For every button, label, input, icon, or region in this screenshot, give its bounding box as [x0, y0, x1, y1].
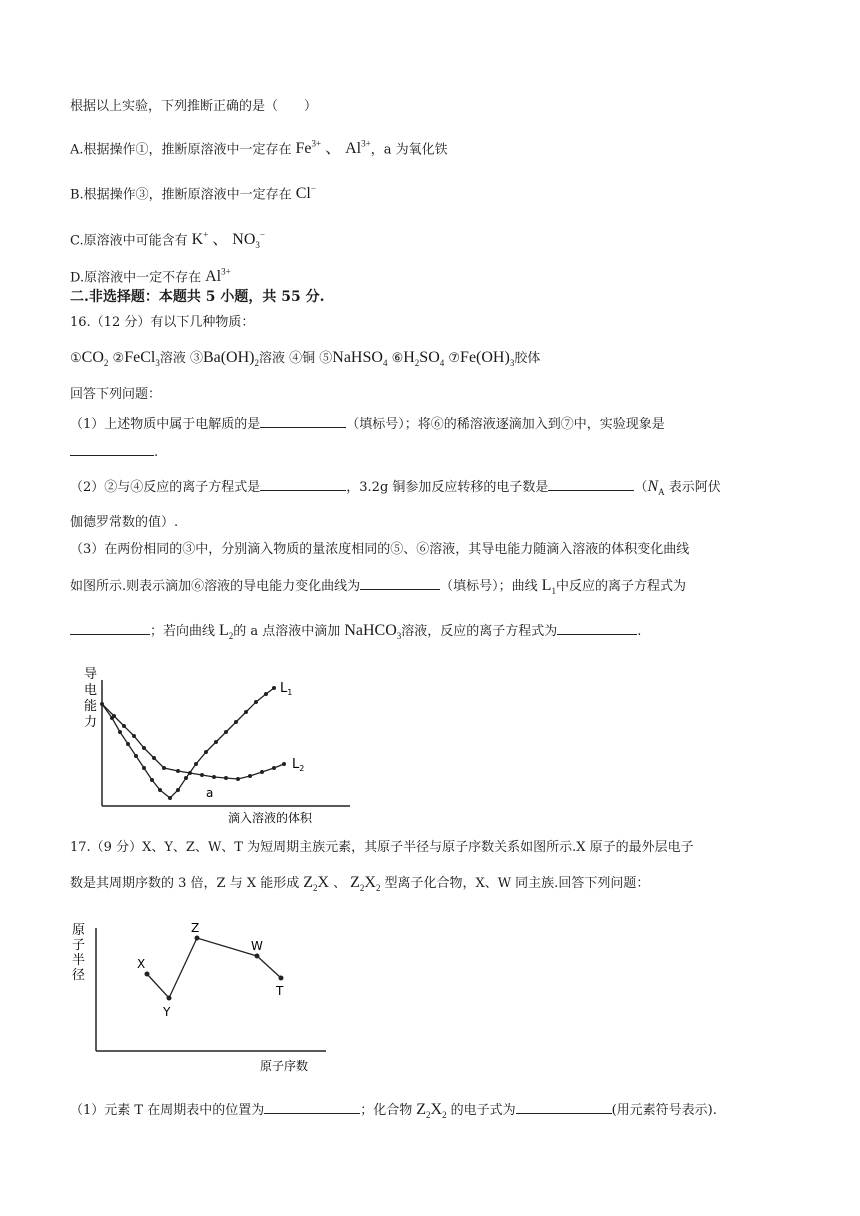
q16-part2: （2）②与④反应的离子方程式是 ，3.2g 铜参加反应转移的电子数是 （$N_A$ 表示阿伏 [70, 478, 721, 498]
q16-p1-text-2: （填标号）；将⑥的稀溶液逐滴加入到⑦中，实验现象是 [346, 417, 665, 432]
svg-text:原: 原 [72, 923, 86, 938]
q17-text: 数是其周期序数的 3 倍，Z 与 X 能形成 [70, 876, 300, 891]
radius-x-label: 原子序数 [260, 1059, 309, 1073]
q17-p1-text: （1）元素 T 在周期表中的位置为 [70, 1103, 265, 1118]
option-b: B.根据操作③，推断原溶液中一定存在 Cl− [70, 184, 316, 203]
answer-blank[interactable] [70, 442, 154, 456]
label-l1: $L_1$ [280, 681, 293, 697]
question-intro: 根据以上实验，下列推断正确的是（ ） [70, 99, 318, 114]
q17-line1: 17.（9 分）X、Y、Z、W、T 为短周期主族元素，其原子半径与原子序数关系如图所示.X 原子的最外层电子 [70, 840, 694, 855]
curve-l1-points [110, 686, 276, 800]
option-d: D.原溶液中一定不存在 $Al^{3+}$ [70, 267, 231, 286]
answer-blank[interactable] [70, 621, 150, 635]
label-y: Y [163, 1005, 171, 1019]
answer-blank[interactable] [260, 477, 346, 491]
svg-text:径: 径 [72, 968, 86, 983]
q17-text-3: 型离子化合物，X、W 同主族.回答下列问题： [384, 876, 650, 891]
q16-heading: 16.（12 分）有以下几种物质： [70, 315, 255, 330]
option-b-text: B.根据操作③，推断原溶液中一定存在 [70, 187, 292, 203]
answer-blank[interactable] [557, 621, 637, 635]
section-heading: 二.非选择题：本题共 5 小题，共 55 分. [70, 289, 325, 305]
q16-prompt: 回答下列问题： [70, 387, 162, 402]
option-a: A.根据操作①，推断原溶液中一定存在 $Fe^{3+}$ 、 $Al^{3+}$，a 为氧化铁 [70, 139, 448, 158]
label-t: T [276, 984, 284, 998]
q16-part2-cont: 伽德罗常数的值）. [70, 515, 179, 530]
label-z: Z [191, 921, 200, 935]
answer-blank[interactable] [360, 576, 440, 590]
q17-text-2: 、 [333, 876, 347, 891]
q16-substance-list: $①CO_2$ ②FeCl$_3$溶液 $③Ba(OH)_2$溶液 ④铜 ⑤NaHSO$_4$ $⑥H_2SO_4$ $⑦Fe(OH)_3$胶体 [70, 349, 541, 369]
option-c: C.原溶液中可能含有 K+ 、 $NO_3^-$ [70, 230, 265, 251]
conductivity-x-label: 滴入溶液的体积 [228, 811, 313, 825]
q17-p1-text-4: (用元素符号表示). [611, 1103, 717, 1118]
q17-line2: 数是其周期序数的 3 倍，Z 与 X 能形成 $Z_2X$ 、 $Z_2X_2$ 型离子化合物，X、W 同主族.回答下列问题： [70, 874, 650, 894]
svg-text:导: 导 [84, 667, 98, 682]
option-a-tail: ，a 为氧化铁 [370, 142, 448, 158]
svg-text:半: 半 [72, 953, 86, 968]
q16-part1 [70, 414, 665, 435]
radius-y-label [72, 923, 85, 983]
q16-p3-text-6: 溶液，反应的离子方程式为 [401, 624, 558, 639]
q16-part3-line3: ；若向曲线 $L_2$的 a 点溶液中滴加 NaHCO$_3$溶液，反应的离子方程式为 . [70, 621, 641, 646]
q16-part1-cont: . [70, 442, 158, 463]
svg-text:子: 子 [72, 938, 86, 953]
svg-text:力: 力 [84, 715, 98, 730]
q16-part3-line2: 如图所示.则表示滴加⑥溶液的导电能力变化曲线为 （填标号）；曲线 $L_1$中反应的离子方程式为 [70, 577, 686, 597]
svg-text:能: 能 [84, 699, 98, 714]
answer-blank[interactable] [260, 414, 346, 428]
q17-p1-text-3: 的电子式为 [450, 1103, 516, 1118]
option-a-text: A.根据操作①，推断原溶液中一定存在 [70, 142, 292, 158]
q16-part3: （3）在两份相同的③中，分别滴入物质的量浓度相同的⑤、⑥溶液，其导电能力随滴入溶液的体积变化曲线 [70, 542, 690, 557]
q16-p3-text-3: 中反应的离子方程式为 [555, 579, 686, 594]
q17-p1-text-2: ；化合物 [360, 1103, 413, 1118]
atomic-radius-figure [70, 918, 330, 1078]
svg-text:电: 电 [84, 683, 98, 698]
q16-p2-text-3: 表示阿伏 [668, 480, 721, 495]
q16-p3-text-4: ；若向曲线 [150, 624, 216, 639]
q16-p2-text-2: ，3.2g 铜参加反应转移的电子数是 [346, 480, 549, 495]
q16-p3-text-5: 的 a 点溶液中滴加 [233, 624, 341, 639]
conductivity-y-label [84, 667, 97, 730]
label-x: X [137, 957, 146, 971]
answer-blank[interactable] [264, 1100, 360, 1114]
label-w: W [251, 939, 263, 953]
q16-p3-text: 如图所示.则表示滴加⑥溶液的导电能力变化曲线为 [70, 579, 361, 594]
q16-p1-text: （1）上述物质中属于电解质的是 [70, 417, 261, 432]
label-point-a: a [206, 786, 214, 800]
option-d-text: D.原溶液中一定不存在 [70, 270, 202, 286]
answer-blank[interactable] [516, 1100, 612, 1114]
q17-part1: （1）元素 T 在周期表中的位置为 ；化合物 $Z_2X_2$ 的电子式为 (用元素符号表示). [70, 1101, 717, 1121]
conductivity-figure [78, 660, 368, 830]
q16-p2-text: （2）②与④反应的离子方程式是 [70, 480, 261, 495]
answer-blank[interactable] [548, 477, 634, 491]
q16-p3-text-2: （填标号）；曲线 [440, 579, 538, 594]
label-l2: $L_2$ [292, 757, 305, 773]
option-c-text: C.原溶液中可能含有 [70, 233, 188, 249]
